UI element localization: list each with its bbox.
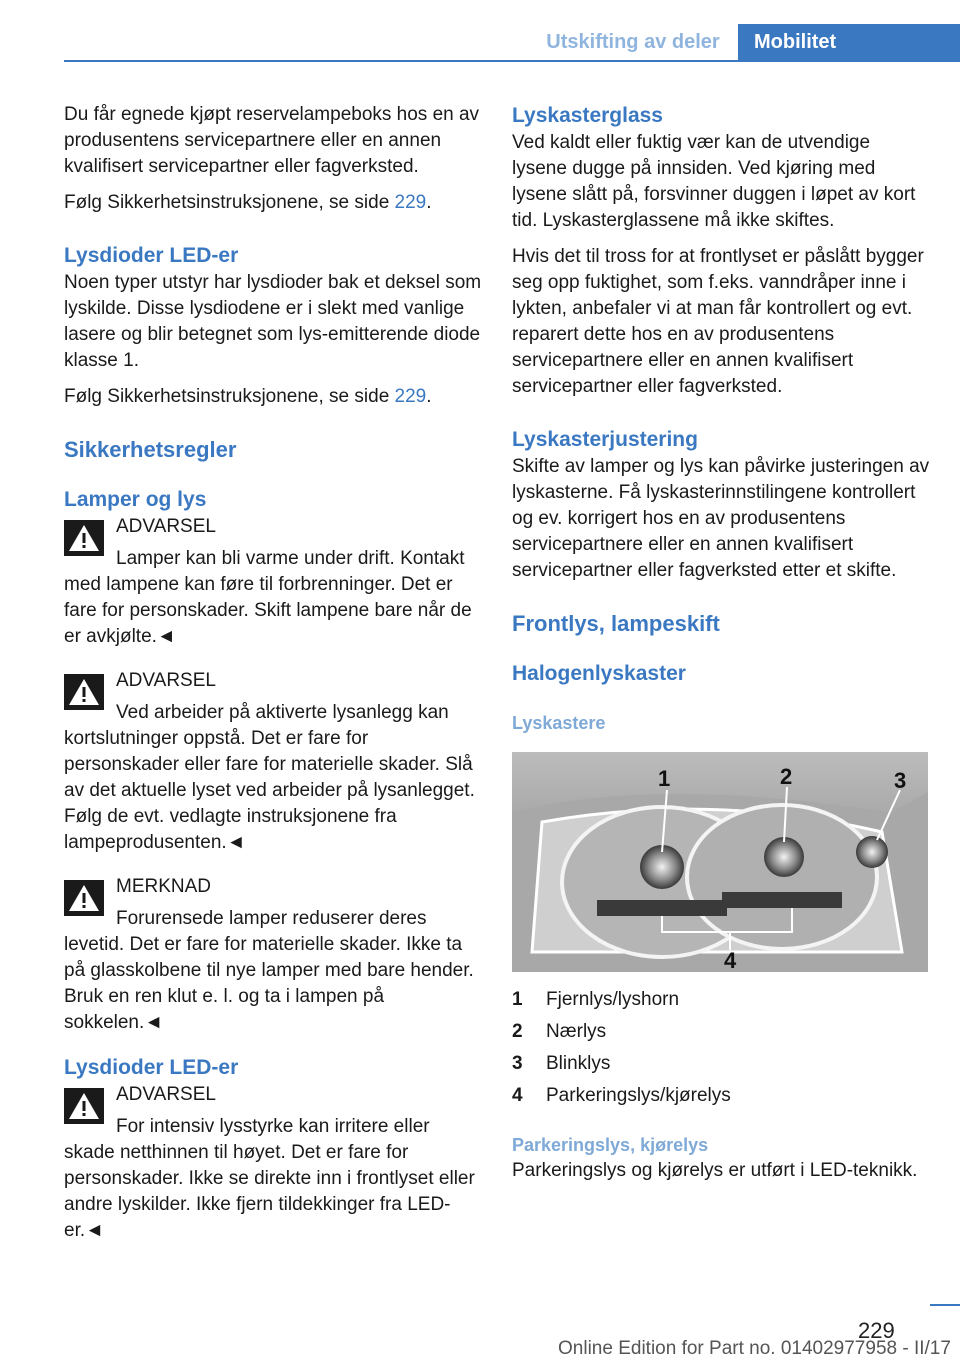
warning-block <box>64 668 482 856</box>
note-text: Forurensede lamper reduserer deres levetid. Det er fare for materielle skader. Ikke ta på glasskolbene til nye lamper med bare hender. Bruk en ren klut e. l. og ta i lampen på sokkelen.◄ <box>64 908 474 1033</box>
warning-title: ADVARSEL <box>116 516 216 537</box>
section-heading-halogen: Halogenlyskaster <box>512 662 686 685</box>
safety-reference: Følg Sikkerhetsinstruksjonene, se side 229. <box>64 386 432 407</box>
figure-label: 4 <box>724 948 737 972</box>
warning-title: ADVARSEL <box>116 670 216 691</box>
figure-label: 1 <box>658 766 671 791</box>
warning-text: Lamper kan bli varme under drift. Kontakt med lampene kan føre til forbrenninger. Det er fare for personskader. Skift lampene bare når de er avkjølte.◄ <box>64 548 472 647</box>
edition-footer: Online Edition for Part no. 01402977958 - II/17 <box>558 1338 951 1359</box>
footer-rule <box>930 1304 960 1306</box>
warning-title: ADVARSEL <box>116 1084 216 1105</box>
page-link[interactable]: 229 <box>394 386 427 407</box>
figure-label: 3 <box>894 768 907 793</box>
glass-paragraph: Ved kaldt eller fuktig vær kan de utvendige lysene dugge på innsiden. Ved kjøring med lysene slått på, forsvinner duggen i løpet av kort tid. Lyskasterglassene må ikke skiftes. <box>512 132 916 231</box>
headlight-illustration <box>512 752 928 972</box>
subheading-parking: Parkeringslys, kjørelys <box>512 1135 709 1155</box>
adjust-paragraph: Skifte av lamper og lys kan påvirke justeringen av lyskasterne. Få lyskasterinnstilingene kontrollert og ev. korrigert hos en av produsentens servicepartnere eller en annen kvalifisert servicepartner eller fagverksted etter et skifte. <box>512 456 930 581</box>
header-chapter-tab: Mobilitet <box>738 24 960 62</box>
led-paragraph: Noen typer utstyr har lysdioder bak et deksel som lyskilde. Disse lysdiodene er i slekt med vanlige lasere og blir betegnet som lys-emitterende diode klasse 1. <box>64 272 482 371</box>
legend-item: 1 Fjernlys/lyshorn <box>512 989 680 1010</box>
page-header <box>0 24 960 62</box>
warning-block <box>64 514 482 650</box>
legend-item: 4 Parkeringslys/kjørelys <box>512 1085 731 1106</box>
section-heading-led: Lysdioder LED-er <box>64 244 239 267</box>
note-title: MERKNAD <box>116 876 212 897</box>
header-section-title: Utskifting av deler <box>530 24 736 60</box>
parking-paragraph: Parkeringslys og kjørelys er utført i LED-teknikk. <box>512 1160 918 1181</box>
page-link[interactable]: 229 <box>394 192 427 213</box>
right-column <box>512 102 930 1194</box>
warning-block <box>64 1082 482 1244</box>
warning-text: Ved arbeider på aktiverte lysanlegg kan kortslutninger oppstå. Det er fare for personskader eller fare for materielle skader. Slå av det aktuelle lyset ved arbeider på lysanlegget. Følg de evt. vedlagte instruksjonene fra lampeprodusenten.◄ <box>64 702 475 853</box>
warning-icon <box>64 1088 104 1124</box>
page-number: 229 <box>858 1318 895 1343</box>
headlight-figure <box>512 752 928 972</box>
section-heading-glass: Lyskasterglass <box>512 104 663 127</box>
note-block <box>64 874 482 1036</box>
subheading-lights: Lyskastere <box>512 713 606 733</box>
safety-reference: Følg Sikkerhetsinstruksjonene, se side 229. <box>64 192 432 213</box>
warning-text: For intensiv lysstyrke kan irritere eller skade netthinnen til høyet. Det er fare for personskader. Ikke se direkte inn i frontlyset eller andre lyskilder. Ikke fjern tildekkinger fra LED-er.◄ <box>64 1116 475 1241</box>
section-heading-lamps: Lamper og lys <box>64 488 207 511</box>
section-heading-led: Lysdioder LED-er <box>64 1056 239 1079</box>
legend-item: 3 Blinklys <box>512 1053 611 1074</box>
glass-paragraph: Hvis det til tross for at frontlyset er påslått bygger seg opp fuktighet, som f.eks. vanndråper inne i lykten, anbefaler vi at man får kontrollert og evt. reparert dette hos en av produsentens servicepartnere eller en annen kvalifisert servicepartner eller fagverksted. <box>512 246 924 397</box>
section-heading-front: Frontlys, lampeskift <box>512 611 720 636</box>
left-column <box>64 102 482 1262</box>
section-heading-adjust: Lyskasterjustering <box>512 428 698 451</box>
warning-icon <box>64 674 104 710</box>
legend-item: 2 Nærlys <box>512 1021 607 1042</box>
warning-icon <box>64 880 104 916</box>
section-heading-safety: Sikkerhetsregler <box>64 437 237 462</box>
intro-paragraph: Du får egnede kjøpt reservelampeboks hos en av produsentens servicepartnere eller en annen kvalifisert servicepartner eller fagverksted. <box>64 104 480 177</box>
figure-label: 2 <box>780 764 793 789</box>
warning-icon <box>64 520 104 556</box>
figure-legend <box>512 984 930 1112</box>
